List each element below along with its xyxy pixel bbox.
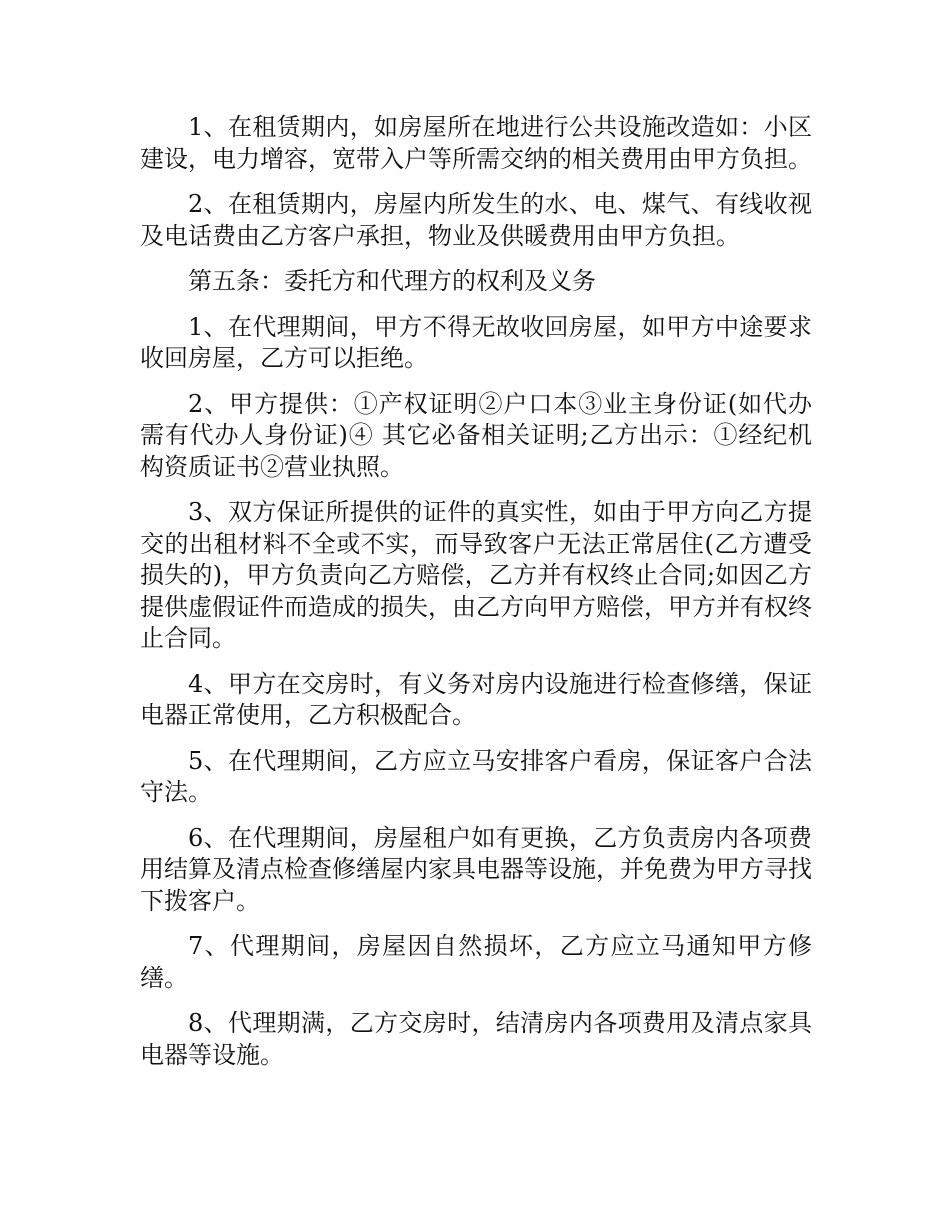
clause-natural-damage: 7、代理期间，房屋因自然损坏，乙方应立马通知甲方修缮。 xyxy=(140,932,812,992)
clause-rent-utilities: 2、在租赁期内，房屋内所发生的水、电、煤气、有线收视及电话费由乙方客户承担，物业及供暖费用由甲方负担。 xyxy=(140,190,812,250)
clause-documents-provided: 2、甲方提供：①产权证明②户口本③业主身份证(如代办需有代办人身份证)④ 其它必备相关证明;乙方出示：①经纪机构资质证书②营业执照。 xyxy=(140,389,812,481)
clause-arrange-viewings: 5、在代理期间，乙方应立马安排客户看房，保证客户合法守法。 xyxy=(140,746,812,806)
clause-tenant-change: 6、在代理期间，房屋租户如有更换，乙方负责房内各项费用结算及清点检查修缮屋内家具电器等设施，并免费为甲方寻找下拨客户。 xyxy=(140,823,812,915)
section-heading-article-5: 第五条：委托方和代理方的权利及义务 xyxy=(188,267,596,295)
clause-term-end-settlement: 8、代理期满，乙方交房时，结清房内各项费用及清点家具电器等设施。 xyxy=(140,1009,812,1069)
clause-agency-no-recall: 1、在代理期间，甲方不得无故收回房屋，如甲方中途要求收回房屋，乙方可以拒绝。 xyxy=(140,312,812,372)
document-body xyxy=(140,112,812,1085)
clause-document-authenticity: 3、双方保证所提供的证件的真实性，如由于甲方向乙方提交的出租材料不全或不实，而导致客户无法正常居住(乙方遭受损失的)，甲方负责向乙方赔偿，乙方并有权终止合同;如因乙方提供虚假证件而造成的损失，由乙方向甲方赔偿，甲方并有权终止合同。 xyxy=(140,498,812,652)
clause-rent-public-facilities: 1、在租赁期内，如房屋所在地进行公共设施改造如：小区建设，电力增容，宽带入户等所需交纳的相关费用由甲方负担。 xyxy=(140,113,812,173)
clause-handover-inspection: 4、甲方在交房时，有义务对房内设施进行检查修缮，保证电器正常使用，乙方积极配合。 xyxy=(140,669,812,729)
